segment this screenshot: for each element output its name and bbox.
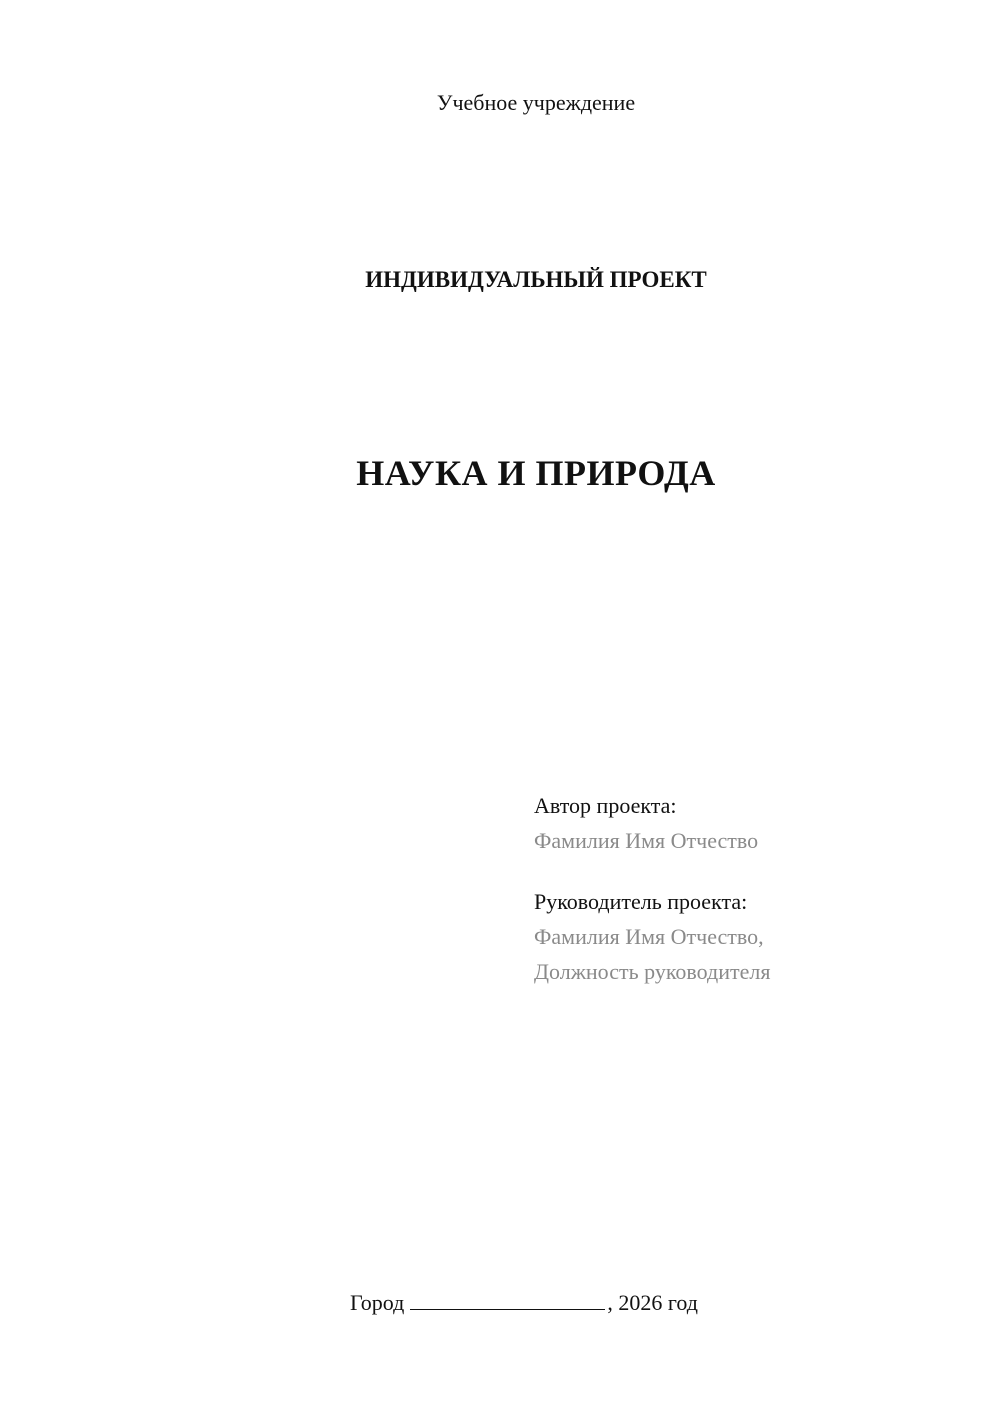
- city-label: Город: [350, 1290, 405, 1315]
- project-info-block: [534, 788, 770, 989]
- supervisor-label: Руководитель проекта:: [534, 889, 748, 914]
- author-name: Фамилия Имя Отчество: [534, 828, 759, 853]
- document-type-heading: ИНДИВИДУАЛЬНЫЙ ПРОЕКТ: [365, 267, 707, 292]
- year-text: , 2026 год: [607, 1290, 698, 1315]
- spacer: [534, 858, 770, 884]
- project-title: НАУКА И ПРИРОДА: [356, 453, 716, 493]
- author-label: Автор проекта:: [534, 793, 677, 818]
- supervisor-name: Фамилия Имя Отчество,: [534, 924, 764, 949]
- institution-name: Учебное учреждение: [436, 90, 636, 115]
- city-blank-underline: [410, 1291, 605, 1310]
- supervisor-position: Должность руководителя: [534, 959, 771, 984]
- city-year-line: [350, 1290, 698, 1316]
